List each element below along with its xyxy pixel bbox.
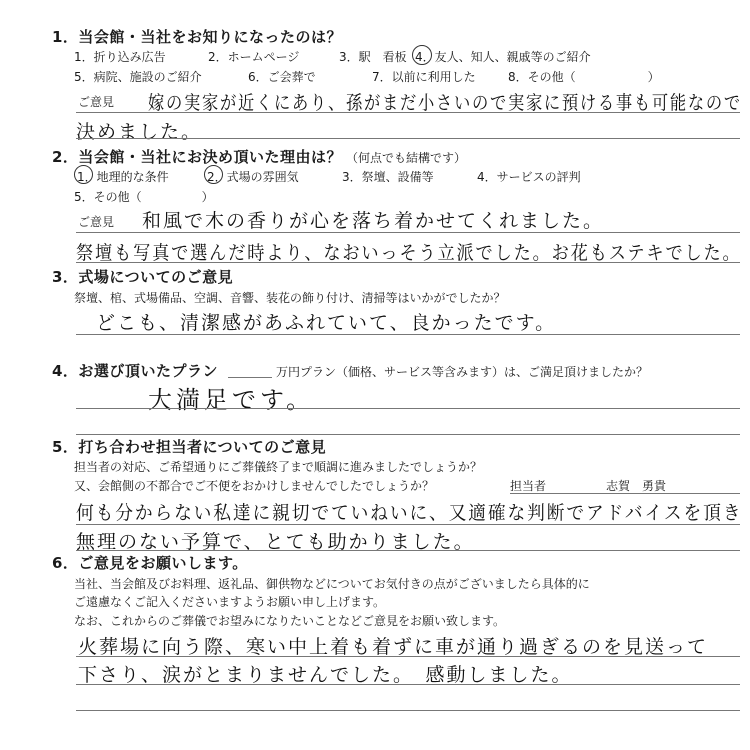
q5-handwriting-line-2: 無理のない予算で、とても助かりました。: [76, 531, 475, 553]
q2-handwriting-line-1: 和風で木の香りが心を落ち着かせてくれました。: [142, 210, 605, 232]
q1-option-3: 3．駅 看板: [339, 50, 407, 64]
q5-staff-name: 志賀 勇貴: [606, 479, 667, 493]
q2-option-2: 2．式場の雰囲気: [207, 170, 299, 184]
q1-option-6: 6．ご会葬で: [248, 70, 316, 84]
q6-text-1: 当社、当会館及びお料理、返礼品、御供物などについてお気付きの点がございましたら具体的に: [74, 577, 590, 591]
q1-answer-rule-2: [76, 138, 740, 139]
q4-heading: 4．お選び頂いたプラン: [52, 362, 218, 380]
q3-question: 祭壇、棺、式場備品、空調、音響、装花の飾り付け、清掃等はいかがでしたか？: [74, 291, 506, 305]
q4-plan-label: 万円プラン（価格、サービス等含みます）は、ご満足頂けましたか？: [276, 365, 649, 379]
q1-option-1: 1．折り込み広告: [74, 50, 166, 64]
q2-option-3: 3．祭壇、設備等: [342, 170, 434, 184]
q4-plan-price-blank: [228, 377, 272, 378]
q1-option-5: 5．病院、施設のご紹介: [74, 70, 202, 84]
q6-heading: 6．ご意見をお願いします。: [52, 554, 248, 572]
q1-option-8: 8．その他（ ）: [508, 70, 660, 84]
q6-answer-rule-2: [76, 684, 740, 685]
q3-heading: 3．式場についてのご意見: [52, 268, 234, 286]
q1-answer-rule-1: [76, 112, 740, 113]
q6-text-2: ご遠慮なくご記入くださいますようお願い申し上げます。: [74, 595, 386, 609]
q5-staff-rule: [510, 493, 740, 494]
q2-handwriting-line-2: 祭壇も写真で選んだ時より、なおいっそう立派でした。お花もステキでした。: [76, 242, 742, 264]
q1-handwriting-line-1: 嫁の実家が近くにあり、孫がまだ小さいので実家に預ける事も可能なので: [148, 92, 742, 114]
q5-answer-rule-2: [76, 550, 740, 551]
q6-handwriting-line-1: 火葬場に向う際、寒い中上着も着ずに車が通り過ぎるのを見送って: [78, 636, 709, 658]
q3-answer-rule-1: [76, 334, 740, 335]
q5-staff-label: 担当者: [510, 479, 547, 493]
q5-question-2: 又、会館側の不都合でご不便をおかけしませんでしたでしょうか？: [74, 479, 435, 493]
q1-handwriting-line-2: 決めました。: [76, 121, 203, 143]
q6-answer-rule-3: [76, 710, 740, 711]
q4-answer-rule-2: [76, 434, 740, 435]
q5-heading: 5．打ち合わせ担当者についてのご意見: [52, 438, 327, 456]
q2-answer-rule-1: [76, 232, 740, 233]
q1-option-4: 4．友人、知人、親戚等のご紹介: [415, 50, 591, 64]
q1-comment-label: ご意見: [78, 95, 115, 109]
q1-heading: 1．当会館・当社をお知りになったのは？: [52, 28, 342, 46]
q5-question-1: 担当者の対応、ご希望通りにご葬儀終了まで順調に進みましたでしょうか？: [74, 460, 483, 474]
q4-answer-rule-1: [76, 408, 740, 409]
q6-handwriting-line-2: 下さり、涙がとまりませんでした。 感動しました。: [78, 664, 573, 686]
q6-text-3: なお、これからのご葬儀でお望みになりたいことなどご意見をお願い致します。: [74, 614, 506, 628]
q2-note: （何点でも結構です）: [346, 151, 467, 165]
q5-answer-rule-1: [76, 524, 740, 525]
q1-option-2: 2．ホームページ: [208, 50, 300, 64]
q4-handwriting-line-1: 大満足です。: [148, 386, 315, 414]
q1-option-7: 7．以前に利用した: [372, 70, 476, 84]
q3-handwriting-line-1: どこも、清潔感があふれていて、良かったです。: [96, 312, 557, 334]
q2-option-1: 1．地理的な条件: [77, 170, 169, 184]
q2-option-5: 5．その他（ ）: [74, 190, 214, 204]
q2-heading: 2．当会館・当社にお決め頂いた理由は？: [52, 148, 342, 166]
q2-answer-rule-2: [76, 262, 740, 263]
q6-answer-rule-1: [76, 656, 740, 657]
q2-comment-label: ご意見: [78, 215, 115, 229]
q5-handwriting-line-1: 何も分からない私達に親切でていねいに、又適確な判断でアドバイスを頂き: [76, 502, 743, 524]
q2-option-4: 4．サービスの評判: [477, 170, 581, 184]
